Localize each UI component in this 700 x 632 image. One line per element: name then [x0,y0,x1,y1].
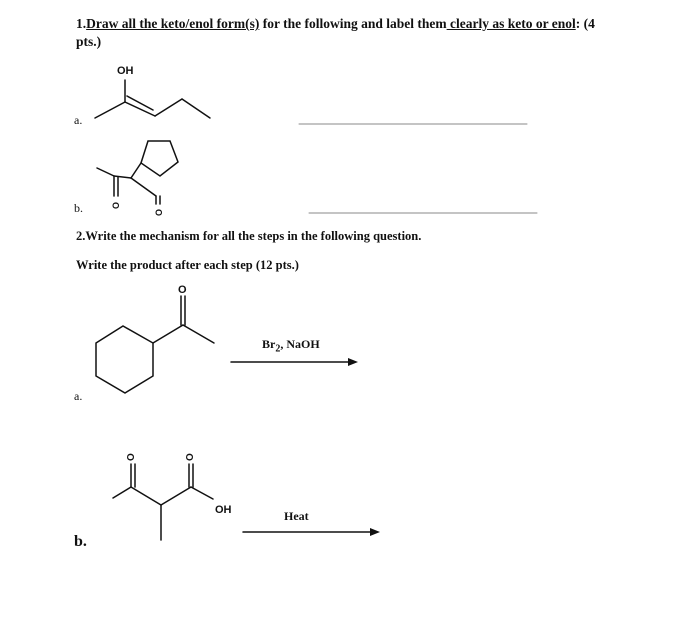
q2a-o-label: O [178,284,187,296]
q2b-o2-label: O [185,453,196,461]
q2a-cyclohexyl-ketone-structure [96,296,214,393]
question-1-points: : (4 [575,16,595,31]
q2b-o1-label: O [126,453,137,461]
q1b-o1-label: O [111,201,121,209]
q2-part-a-label: a. [74,389,83,403]
reagent-br: Br [262,337,276,351]
question-1-points-cont: pts.) [76,34,102,49]
q1b-diketone-structure [97,141,178,204]
q1a-enol-structure [95,80,210,118]
question-1-instruction: for the following and label them [259,16,447,31]
q1a-oh-label: OH [117,65,134,77]
q1-part-a-label: a. [74,113,83,127]
q1b-o2-label: O [154,208,164,216]
reagent-naoh: , NaOH [280,337,320,351]
question-2-heading: 2.Write the mechanism for all the steps in the following question. [76,229,422,243]
question-2-subheading: Write the product after each step (12 pts.) [76,258,299,272]
q2-part-b-label: b. [74,533,87,550]
question-1-number: 1. [76,16,87,31]
reaction-b-reagent: Heat [284,509,309,523]
reagent-subscript: 2 [275,343,281,355]
q2b-oh-label: OH [215,504,232,516]
question-1-label-instruction: clearly as keto or enol [446,16,576,31]
q2b-keto-acid-structure [113,464,213,540]
question-1-instruction-underlined: Draw all the keto/enol form(s) [86,16,260,31]
q1-part-b-label: b. [74,201,83,215]
